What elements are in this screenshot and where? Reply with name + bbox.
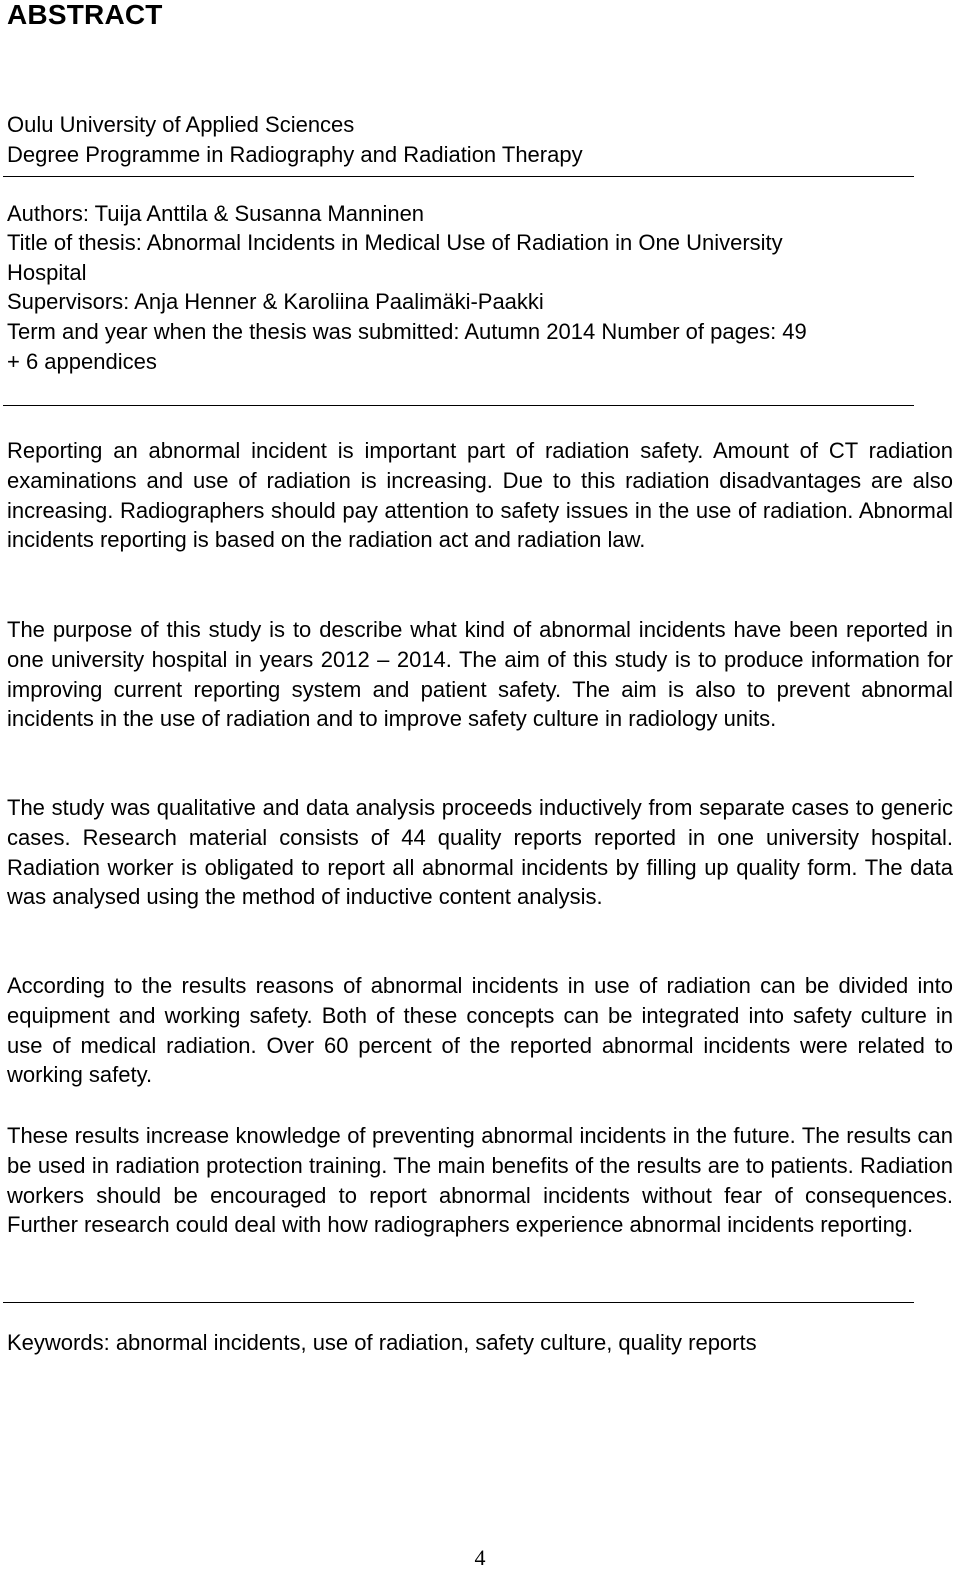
thesis-term-line-1: Term and year when the thesis was submitted: Autumn 2014 Number of pages: 49 bbox=[7, 319, 807, 344]
thesis-supervisors: Supervisors: Anja Henner & Karoliina Paalimäki-Paakki bbox=[7, 289, 544, 314]
abstract-paragraph-background: Reporting an abnormal incident is important part of radiation safety. Amount of CT radiation examinations and use of radiation is increasing. Due to this radiation disadvantages are also increasing. Radiographers should pay attention to safety issues in the use of radiation. Abnormal incidents reporting is based on the radiation act and radiation law. bbox=[7, 438, 953, 553]
abstract-paragraph-results: According to the results reasons of abnormal incidents in use of radiation can be divided into equipment and working safety. Both of these concepts can be integrated into safety culture in use of medical radiation. Over 60 percent of the reported abnormal incidents were related to working safety. bbox=[7, 973, 953, 1088]
divider-top bbox=[3, 176, 914, 177]
page-heading: ABSTRACT bbox=[7, 0, 163, 30]
keywords: Keywords: abnormal incidents, use of radiation, safety culture, quality reports bbox=[7, 1330, 757, 1355]
abstract-paragraph-conclusions: These results increase knowledge of preventing abnormal incidents in the future. The results can be used in radiation protection training. The main benefits of the results are to patients. Radiation workers should be encouraged to report abnormal incidents without fear of consequences. Further research could deal with how radiographers experience abnormal incidents reporting. bbox=[7, 1123, 953, 1238]
divider-bottom bbox=[3, 1302, 914, 1303]
university-name: Oulu University of Applied Sciences bbox=[7, 112, 355, 137]
thesis-term-line-2: + 6 appendices bbox=[7, 349, 157, 374]
degree-programme: Degree Programme in Radiography and Radiation Therapy bbox=[7, 142, 583, 167]
abstract-paragraph-methods: The study was qualitative and data analysis proceeds inductively from separate cases to generic cases. Research material consists of 44 quality reports reported in one university hospital. Radiation worker is obligated to report all abnormal incidents by filling up quality form. The data was analysed using the method of inductive content analysis. bbox=[7, 795, 953, 910]
divider-middle bbox=[3, 405, 914, 406]
thesis-title-line-1: Title of thesis: Abnormal Incidents in Medical Use of Radiation in One University bbox=[7, 230, 783, 255]
thesis-authors: Authors: Tuija Anttila & Susanna Manninen bbox=[7, 201, 425, 226]
thesis-title-line-2: Hospital bbox=[7, 260, 87, 285]
page-number: 4 bbox=[474, 1545, 486, 1570]
abstract-paragraph-purpose: The purpose of this study is to describe what kind of abnormal incidents have been reported in one university hospital in years 2012 – 2014. The aim of this study is to produce information for improving current reporting system and patient safety. The aim is also to prevent abnormal incidents in the use of radiation and to improve safety culture in radiology units. bbox=[7, 617, 953, 732]
